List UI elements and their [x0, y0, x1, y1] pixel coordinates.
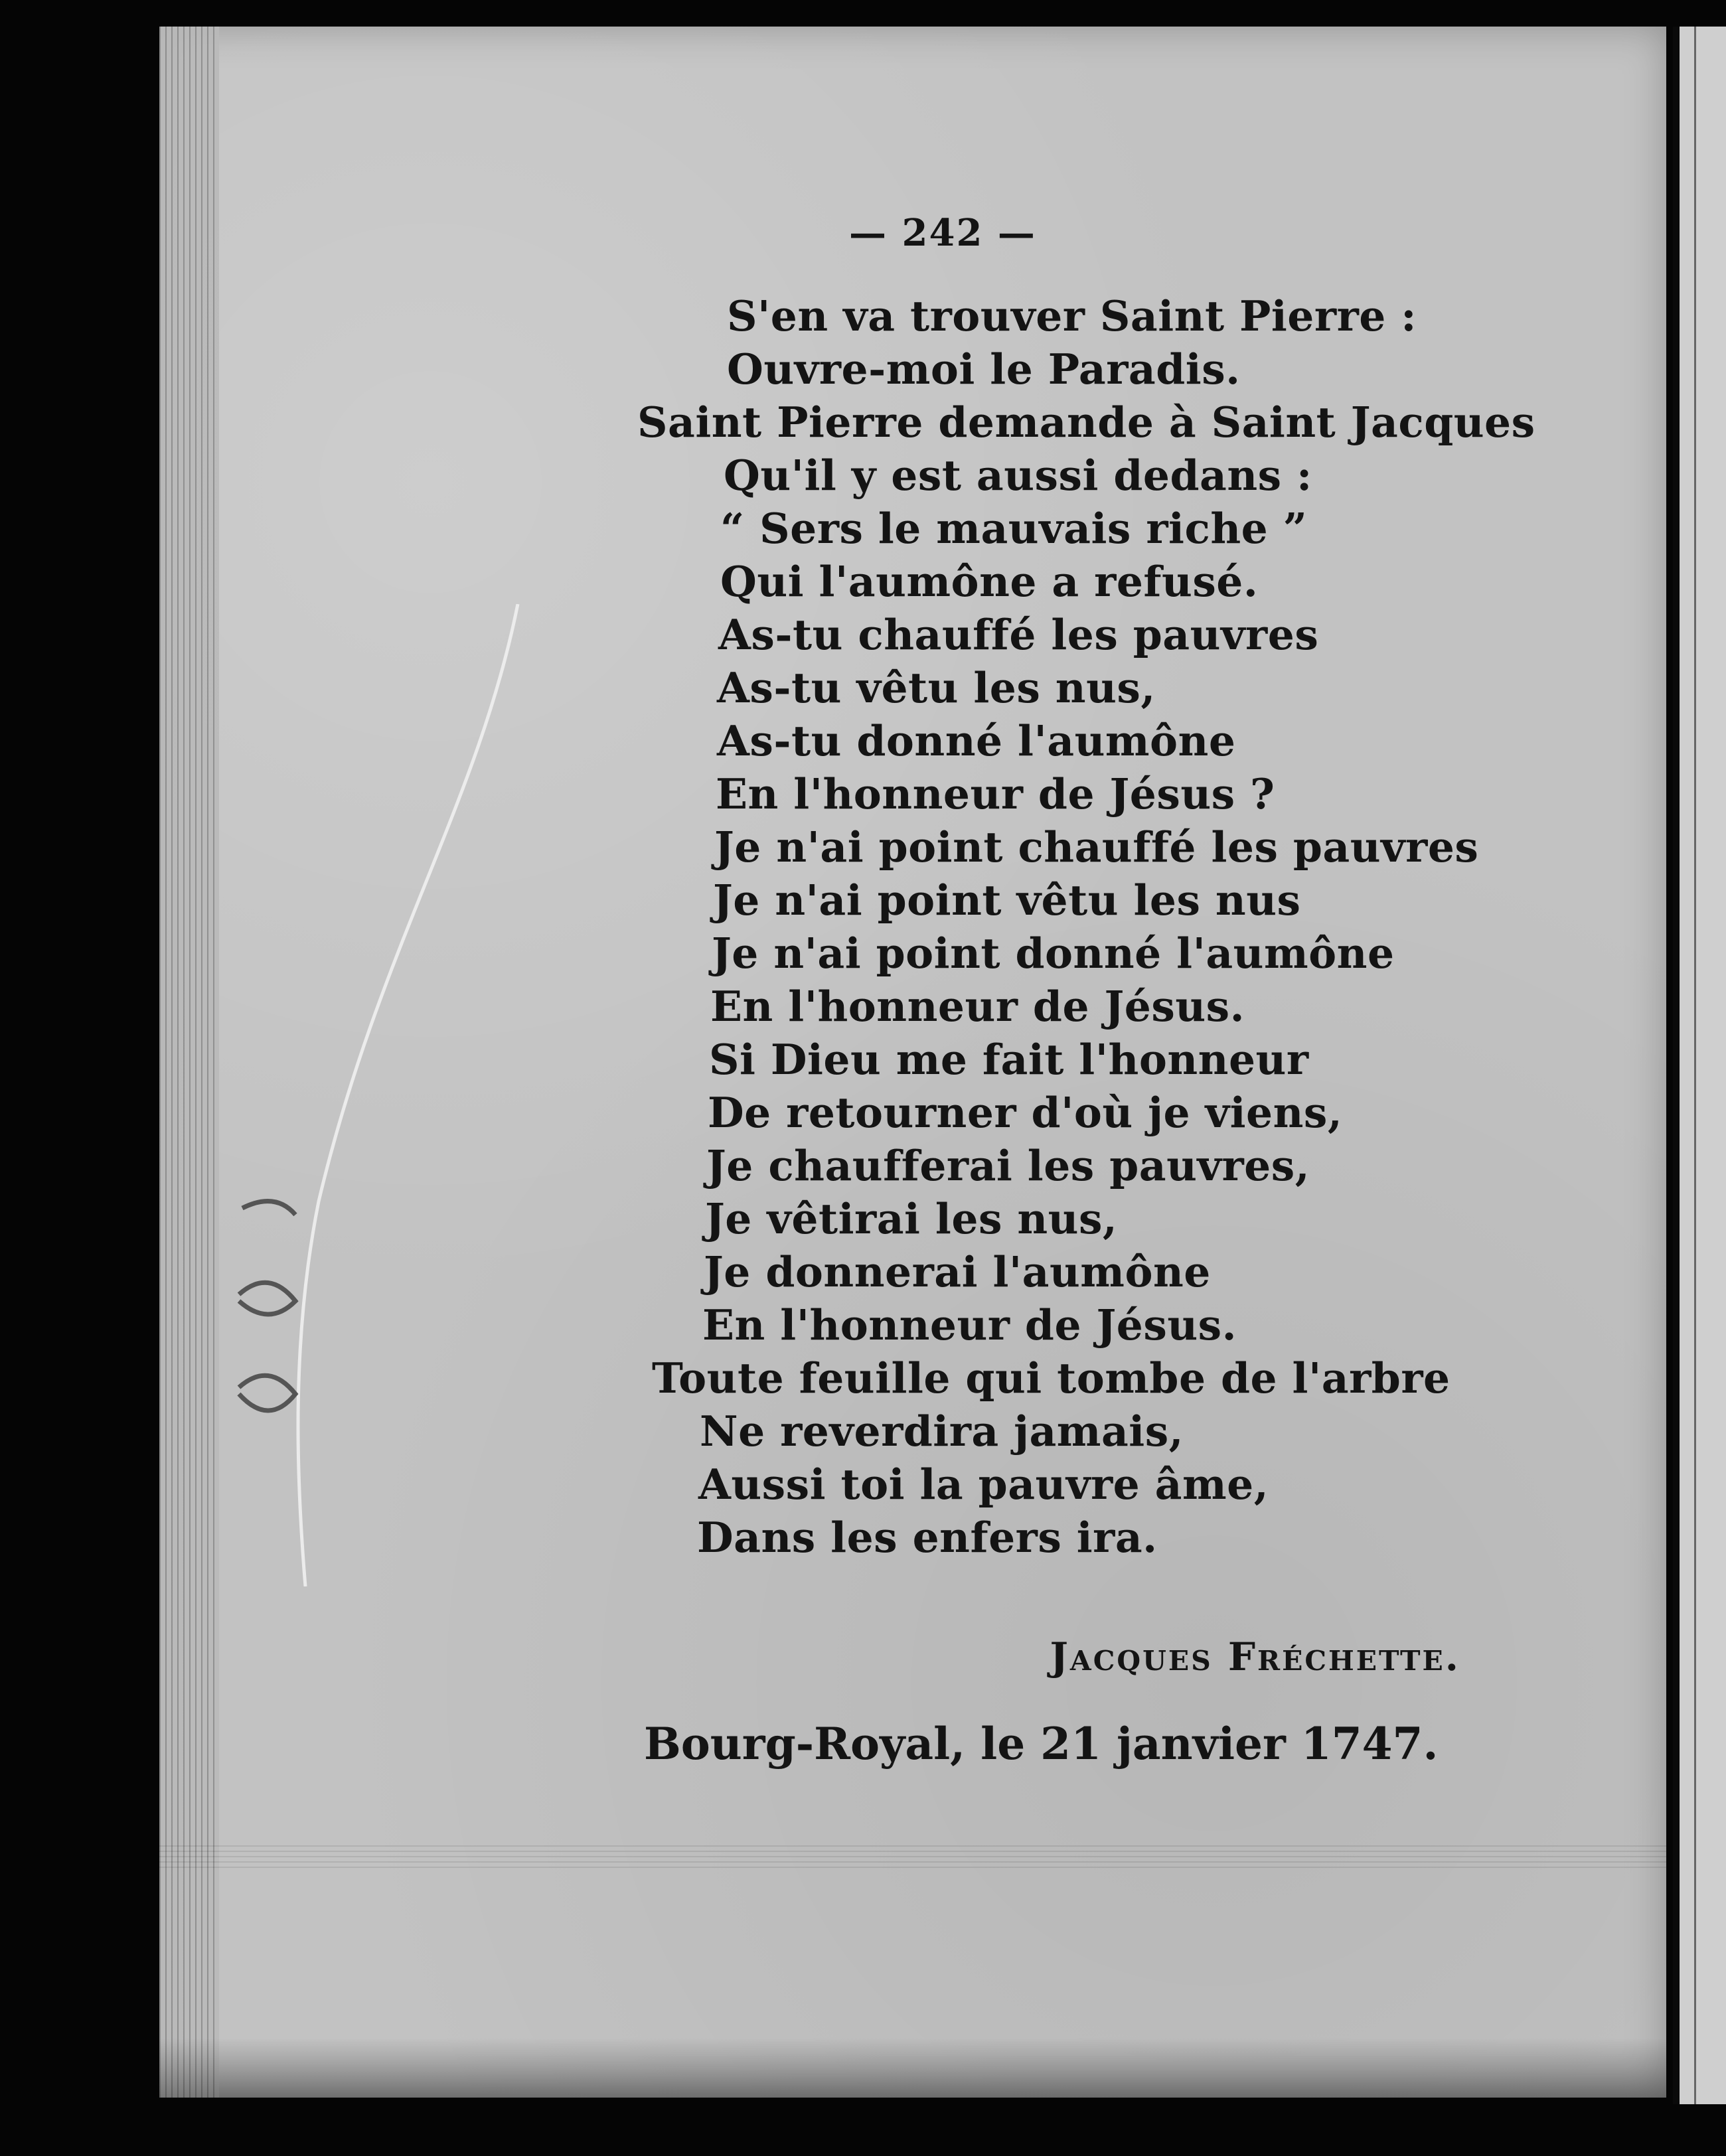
- poem-line: Si Dieu me fait l'honneur: [709, 1035, 1309, 1084]
- poem-line: En l'honneur de Jésus.: [702, 1300, 1237, 1349]
- poem-line: Je donnerai l'aumône: [704, 1247, 1211, 1296]
- poem-line: En l'honneur de Jésus.: [710, 982, 1245, 1031]
- author-signature: Jacques Fréchette.: [1050, 1634, 1460, 1679]
- poem-line: “ Sers le mauvais riche ”: [720, 504, 1308, 553]
- poem-line: Je n'ai point chauffé les pauvres: [714, 822, 1479, 872]
- poem-line: De retourner d'où je viens,: [708, 1088, 1343, 1137]
- poem-line: Aussi toi la pauvre âme,: [698, 1460, 1269, 1509]
- poem-line: As-tu vêtu les nus,: [717, 663, 1156, 712]
- page-bottom-shadow: [159, 2038, 1666, 2098]
- poem-line: Je chaufferai les pauvres,: [706, 1141, 1310, 1190]
- poem-line: As-tu chauffé les pauvres: [718, 610, 1319, 659]
- page-edge-lines: [159, 1845, 1666, 1872]
- poem-line: En l'honneur de Jésus ?: [716, 769, 1275, 818]
- page-gutter: [159, 27, 219, 2098]
- poem-line: Dans les enfers ira.: [697, 1513, 1158, 1562]
- poem-line: Qu'il y est aussi dedans :: [724, 451, 1312, 500]
- poem-line: Ouvre-moi le Paradis.: [727, 345, 1241, 394]
- poem-line: Je vêtirai les nus,: [705, 1194, 1118, 1243]
- dateline: Bourg-Royal, le 21 janvier 1747.: [644, 1718, 1439, 1770]
- poem-line: S'en va trouver Saint Pierre :: [727, 291, 1417, 341]
- poem-line: Toute feuille qui tombe de l'arbre: [652, 1353, 1451, 1403]
- poem-line: Saint Pierre demande à Saint Jacques: [637, 398, 1535, 447]
- poem-verses: [505, 289, 1535, 1564]
- poem-line: Je n'ai point vêtu les nus: [713, 876, 1301, 925]
- poem-line: Ne reverdira jamais,: [700, 1407, 1184, 1456]
- poem-line: As-tu donné l'aumône: [717, 716, 1236, 765]
- poem-line: Je n'ai point donné l'aumône: [712, 929, 1395, 978]
- margin-stamp-mark: [229, 1195, 309, 1447]
- page-number: — 242 —: [849, 211, 1036, 255]
- film-edge-right: [1673, 27, 1726, 2104]
- poem-line: Qui l'aumône a refusé.: [720, 557, 1259, 606]
